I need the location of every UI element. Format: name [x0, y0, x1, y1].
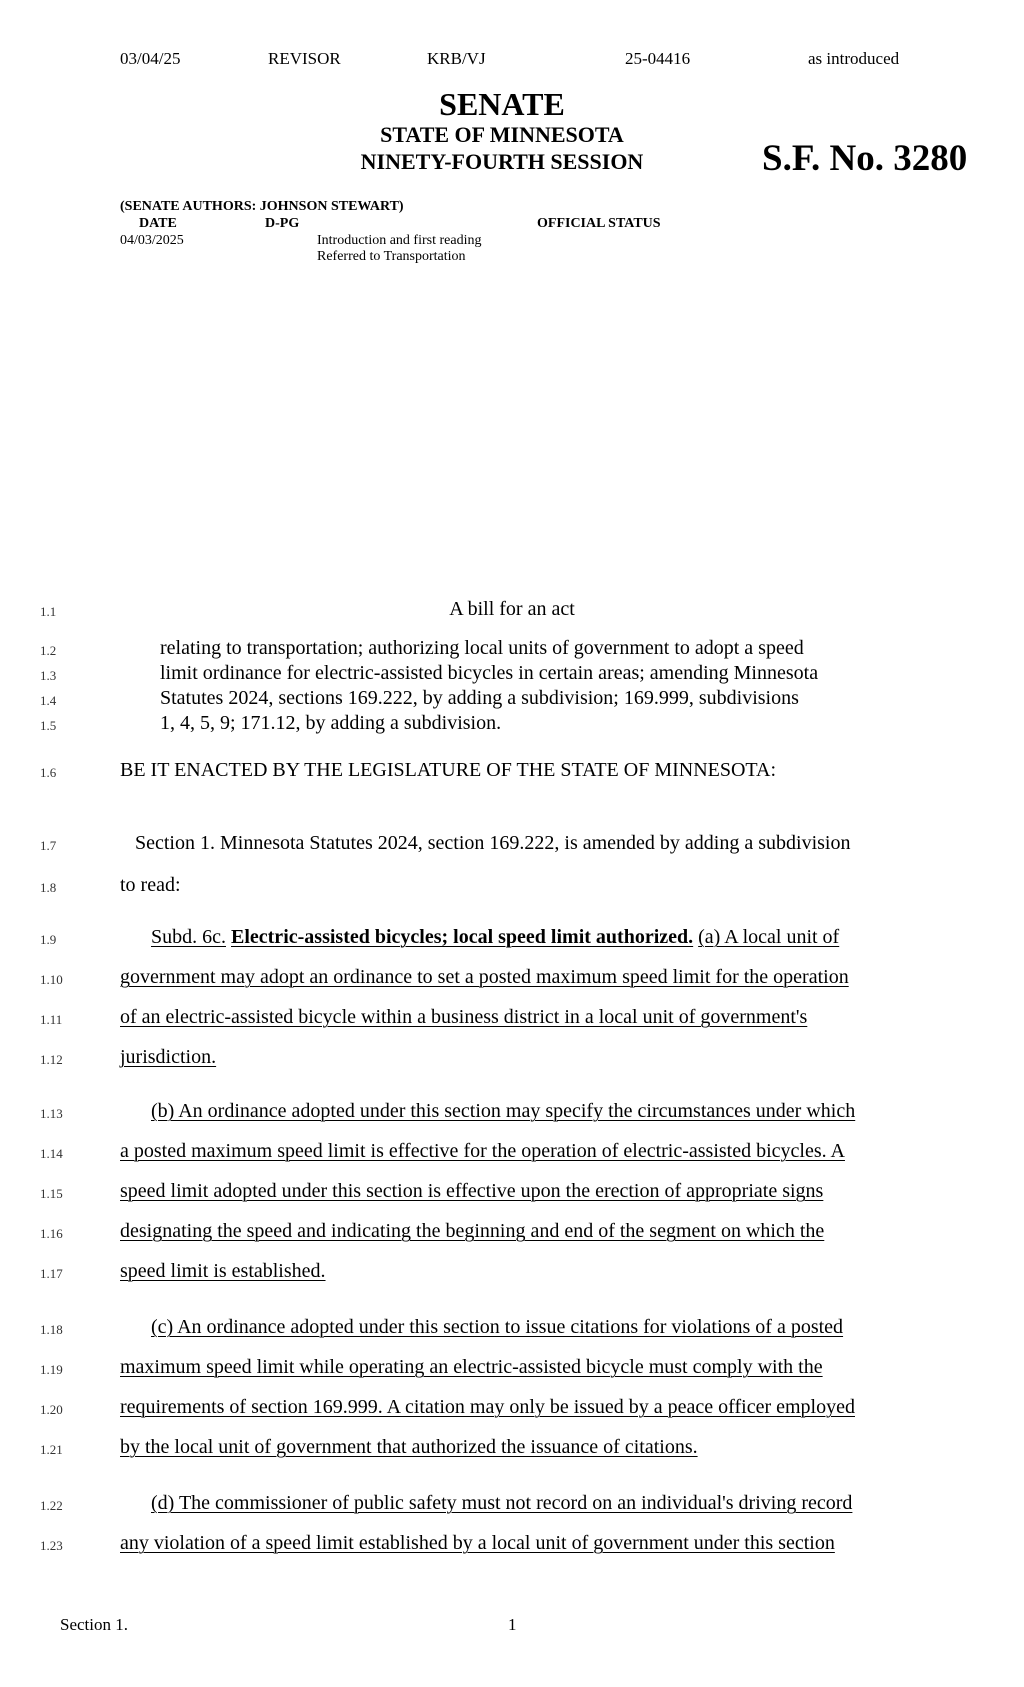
new-text-line: requirements of section 169.999. A citation may only be issued by a peace officer employed — [120, 1396, 855, 1418]
senate-authors: (SENATE AUTHORS: JOHNSON STEWART) — [120, 199, 404, 214]
line-number: 1.11 — [40, 1012, 63, 1027]
header-office: REVISOR — [268, 49, 341, 68]
section-intro: to read: — [120, 874, 181, 896]
new-text-line: designating the speed and indicating the beginning and end of the segment on which the — [120, 1220, 825, 1242]
line-number: 1.22 — [40, 1498, 63, 1513]
line-number: 1.12 — [40, 1052, 63, 1067]
new-text-line: speed limit adopted under this section is effective upon the erection of appropriate signs — [120, 1180, 824, 1202]
bill-title-line: limit ordinance for electric-assisted bicycles in certain areas; amending Minnesota — [160, 662, 819, 684]
enacting-clause: BE IT ENACTED BY THE LEGISLATURE OF THE STATE OF MINNESOTA: — [120, 759, 777, 781]
status-entry-line1: Introduction and first reading — [317, 233, 482, 248]
line-number: 1.6 — [40, 765, 57, 780]
new-text-line: (c) An ordinance adopted under this section to issue citations for violations of a posted — [151, 1316, 844, 1338]
status-col-official: OFFICIAL STATUS — [537, 216, 661, 231]
line-number: 1.18 — [40, 1322, 63, 1337]
line-number: 1.21 — [40, 1442, 63, 1457]
new-text-line: a posted maximum speed limit is effective for the operation of electric-assisted bicycles. A — [120, 1140, 845, 1162]
subd-number: Subd. 6c. — [151, 926, 226, 948]
chamber-title: SENATE — [439, 86, 565, 122]
subdivision-heading-line — [151, 926, 839, 949]
status-col-date: DATE — [139, 216, 177, 231]
line-number: 1.19 — [40, 1362, 63, 1377]
header-doc-number: 25-04416 — [625, 49, 691, 68]
header-status: as introduced — [808, 49, 900, 68]
bill-number: S.F. No. 3280 — [762, 138, 968, 179]
line-number: 1.7 — [40, 838, 57, 853]
line-number: 1.13 — [40, 1106, 63, 1121]
bill-title-line: 1, 4, 5, 9; 171.12, by adding a subdivision. — [160, 712, 502, 734]
header-initials: KRB/VJ — [427, 49, 486, 68]
line-number: 1.10 — [40, 972, 63, 987]
new-text-line: maximum speed limit while operating an electric-assisted bicycle must comply with the — [120, 1356, 823, 1378]
line-number: 1.8 — [40, 880, 57, 895]
state-title: STATE OF MINNESOTA — [380, 122, 624, 147]
session-title: NINETY-FOURTH SESSION — [360, 149, 644, 174]
new-text-line: jurisdiction. — [120, 1046, 217, 1068]
bill-title-line: Statutes 2024, sections 169.222, by adding a subdivision; 169.999, subdivisions — [160, 687, 799, 709]
line-number: 1.20 — [40, 1402, 63, 1417]
new-text-line: of an electric-assisted bicycle within a business district in a local unit of government's — [120, 1006, 808, 1028]
line-number: 1.17 — [40, 1266, 63, 1281]
line-number: 1.1 — [40, 604, 57, 619]
section-intro: Section 1. Minnesota Statutes 2024, section 169.222, is amended by adding a subdivision — [135, 832, 851, 854]
header-date: 03/04/25 — [120, 49, 181, 68]
line-number: 1.16 — [40, 1226, 63, 1241]
new-text-line: by the local unit of government that authorized the issuance of citations. — [120, 1436, 698, 1458]
bill-title-line: relating to transportation; authorizing local units of government to adopt a speed — [160, 637, 804, 659]
new-text-line: speed limit is established. — [120, 1260, 326, 1282]
line-number: 1.2 — [40, 643, 57, 658]
subd-text: (a) A local unit of — [698, 926, 840, 948]
new-text-line: government may adopt an ordinance to set a posted maximum speed limit for the operation — [120, 966, 849, 988]
line-number: 1.5 — [40, 718, 57, 733]
line-number: 1.3 — [40, 668, 57, 683]
status-entry-line2: Referred to Transportation — [317, 249, 466, 264]
line-number: 1.14 — [40, 1146, 63, 1161]
footer-page-number: 1 — [508, 1615, 517, 1634]
line-number: 1.23 — [40, 1538, 63, 1553]
new-text-line: (b) An ordinance adopted under this section may specify the circumstances under which — [151, 1100, 856, 1122]
line-number: 1.4 — [40, 693, 57, 708]
status-col-dpg: D-PG — [265, 216, 300, 231]
new-text-line: any violation of a speed limit established by a local unit of government under this section — [120, 1532, 835, 1554]
bill-heading: A bill for an act — [449, 598, 575, 620]
line-number: 1.9 — [40, 932, 57, 947]
status-entry-date: 04/03/2025 — [120, 233, 184, 248]
line-number: 1.15 — [40, 1186, 63, 1201]
footer-section: Section 1. — [60, 1615, 128, 1634]
subd-title: Electric-assisted bicycles; local speed limit authorized. — [231, 926, 694, 948]
new-text-line: (d) The commissioner of public safety must not record on an individual's driving record — [151, 1492, 853, 1514]
